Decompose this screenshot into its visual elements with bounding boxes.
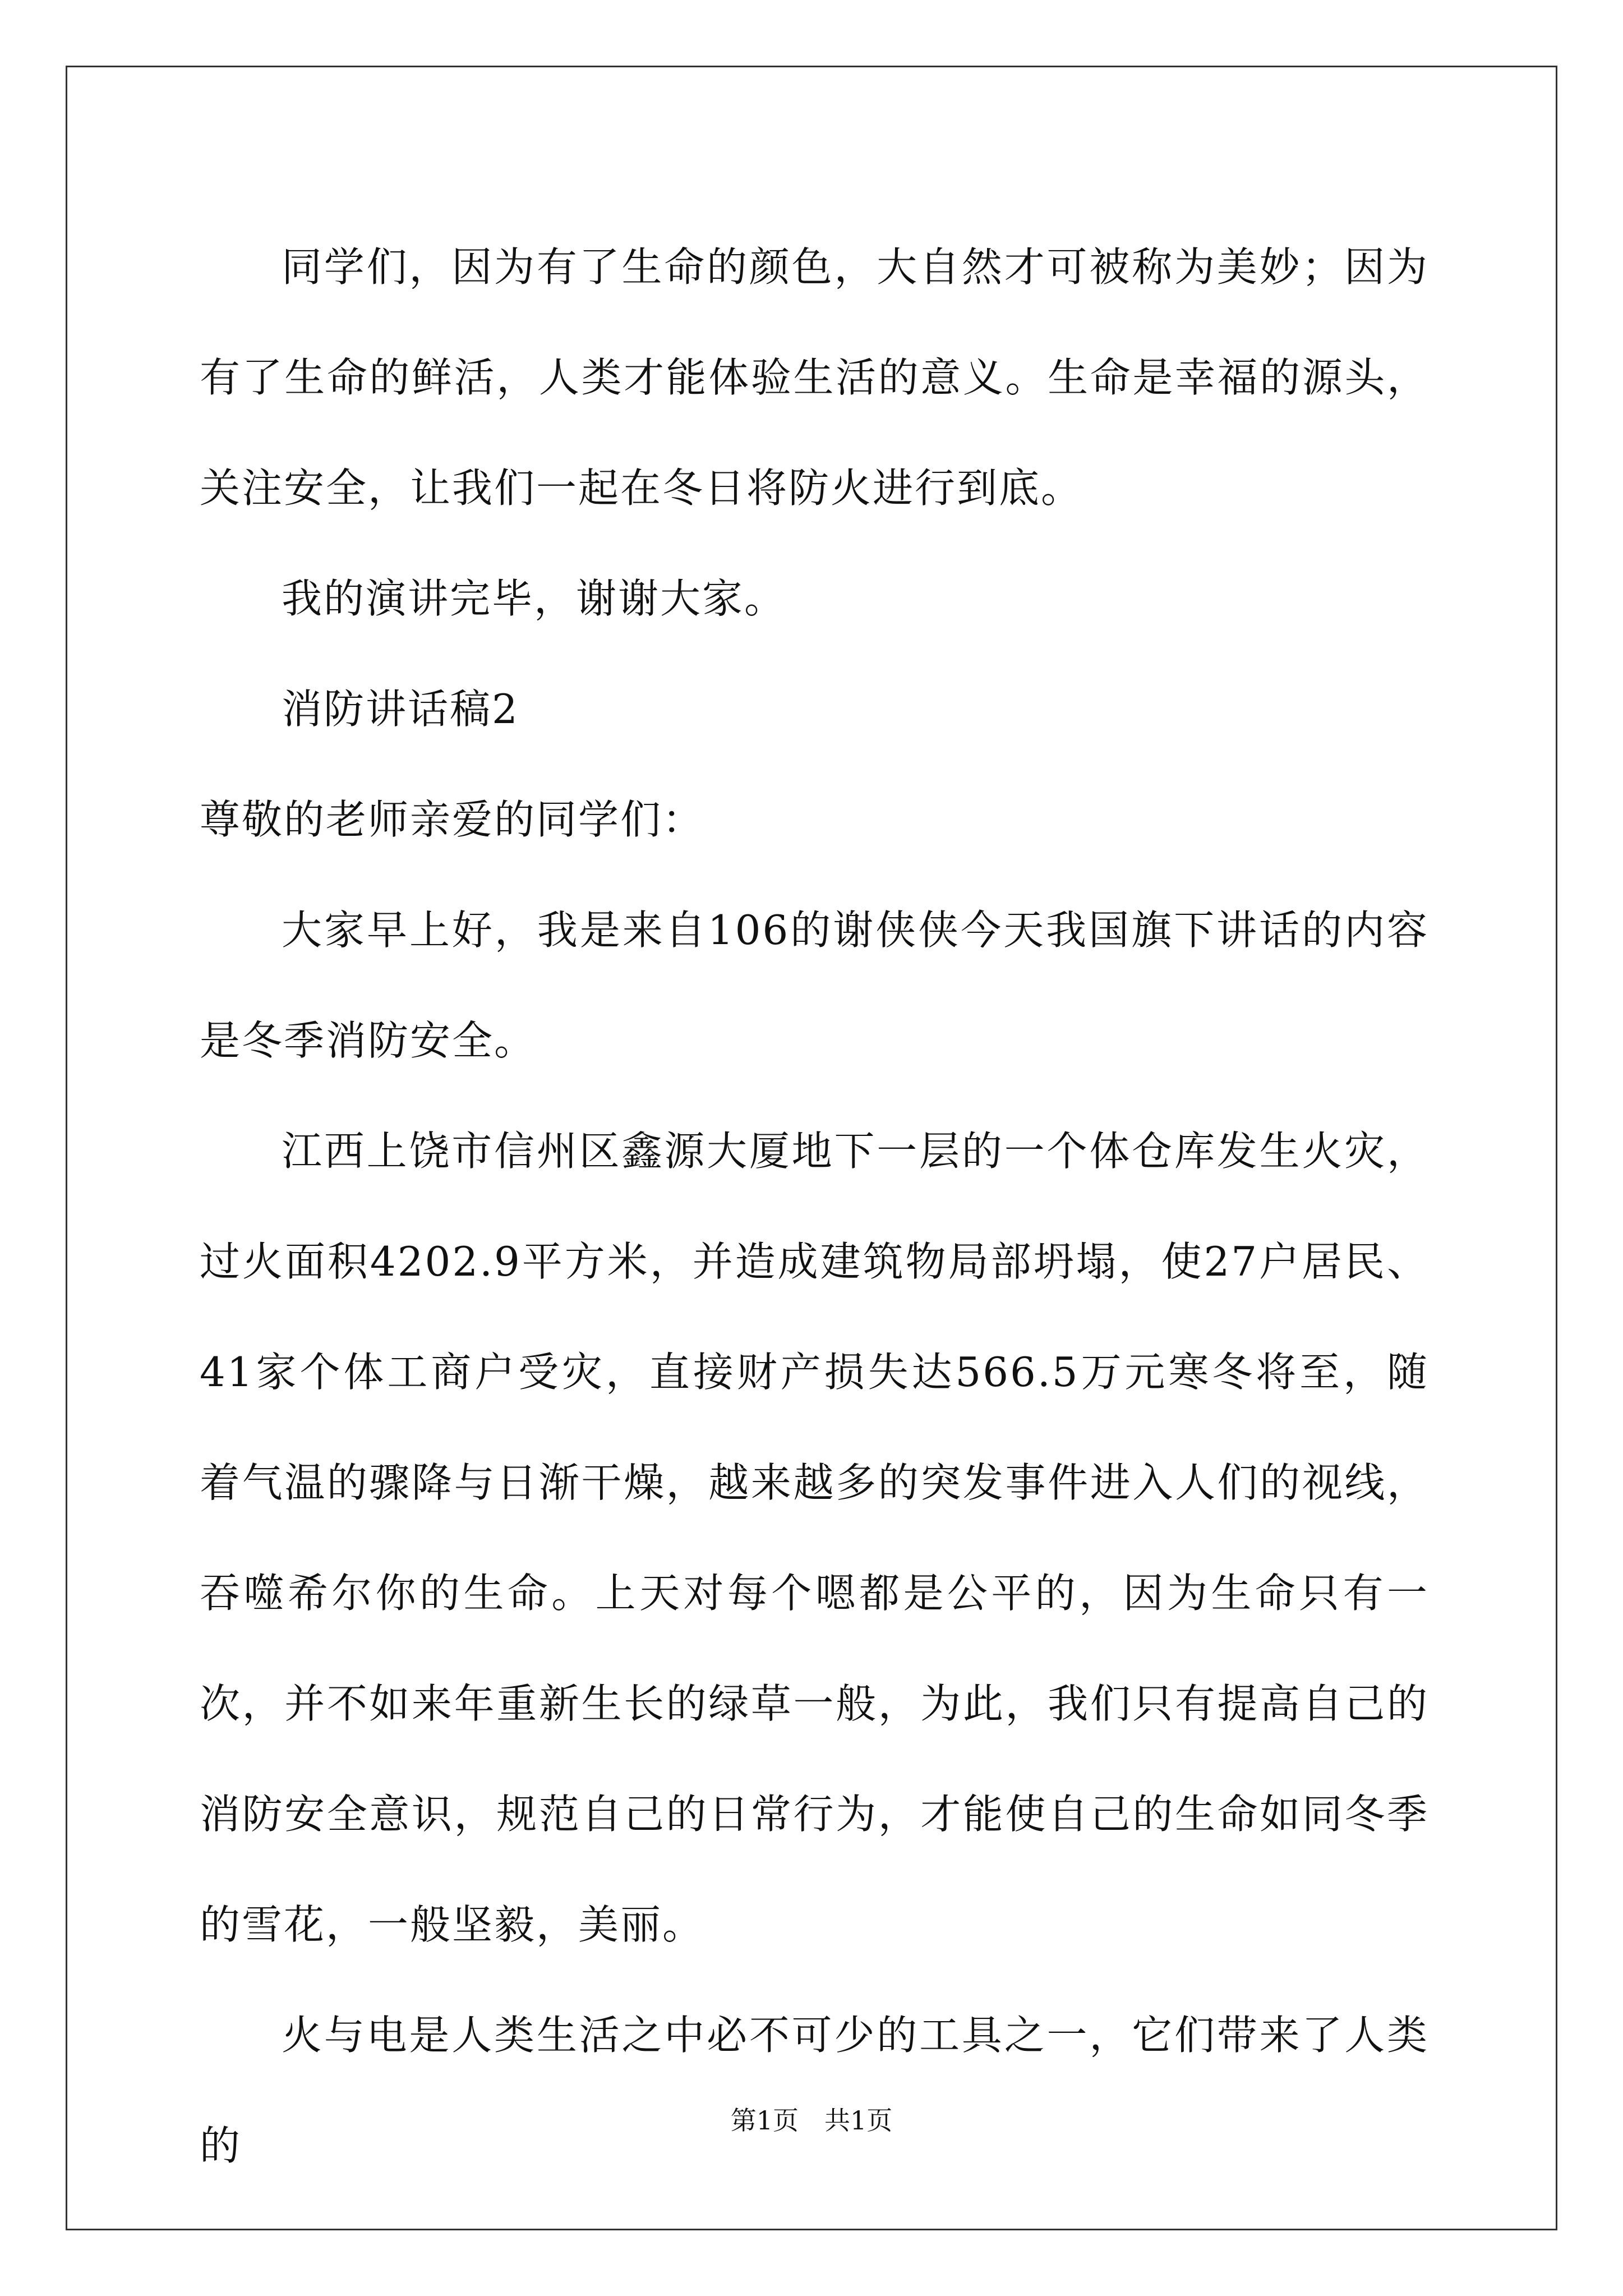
- page-number-footer: 第1页 共1页: [730, 2105, 893, 2136]
- document-body: [200, 212, 1429, 2201]
- section-title: 消防讲话稿2: [282, 685, 519, 733]
- paragraph-closing-remarks: 同学们，因为有了生命的颜色，大自然才可被称为美妙；因为有了生命的鲜活，人类才能体验生活的意义。生命是幸福的源头，关注安全，让我们一起在冬日将防火进行到底。: [200, 243, 1429, 512]
- paragraph-fire-electricity: 火与电是人类生活之中必不可少的工具之一，它们带来了人类的: [200, 2012, 1429, 2169]
- salutation: 尊敬的老师亲爱的同学们：: [200, 796, 705, 843]
- paragraph-thanks: 我的演讲完毕，谢谢大家。: [282, 575, 787, 622]
- paragraph-fire-incident: 江西上饶市信州区鑫源大厦地下一层的一个体仓库发生火灾，过火面积4202.9平方米，并造成建筑物局部坍塌，使27户居民、41家个体工商户受灾，直接财产损失达566.5万元寒冬将至，随着气温的骤降与日渐干燥，越来越多的突发事件进入人们的视线，吞噬希尔你的生命。上天对每个嗯都是公平的，因为生命只有一次，并不如来年重新生长的绿草一般，为此，我们只有提高自己的消防安全意识，规范自己的日常行为，才能使自己的生命如同冬季的雪花，一般坚毅，美丽。: [200, 1128, 1429, 1948]
- paragraph-greeting: 大家早上好，我是来自106的谢侠侠今天我国旗下讲话的内容是冬季消防安全。: [200, 907, 1429, 1064]
